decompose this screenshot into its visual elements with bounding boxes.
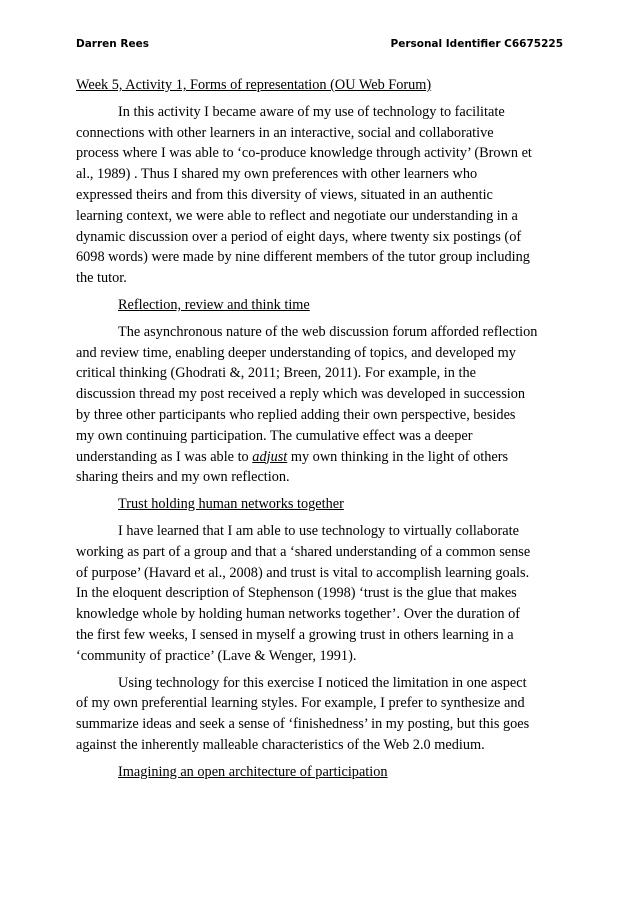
text-line: connections with other learners in an interactive, social and collaborative [76, 124, 494, 141]
personal-identifier: Personal Identifier C6675225 [390, 38, 563, 50]
intro-paragraph [76, 102, 562, 289]
text-line: sharing theirs and my own reflection. [76, 469, 290, 486]
text-line: In the eloquent description of Stephenson (1998) ‘trust is the glue that makes [76, 585, 517, 602]
text-line: dynamic discussion over a period of eight days, where twenty six postings (of [76, 228, 522, 245]
text-line: critical thinking (Ghodrati &, 2011; Breen, 2011). For example, in the [76, 365, 476, 382]
text-fragment: understanding as I was able to [76, 448, 253, 465]
text-line: the tutor. [76, 270, 127, 287]
text-line: against the inherently malleable characteristics of the Web 2.0 medium. [76, 736, 485, 753]
emphasized-word: adjust [252, 448, 288, 465]
reflection-paragraph [76, 322, 562, 488]
section-heading-trust: Trust holding human networks together [118, 496, 344, 513]
document-body [76, 75, 562, 789]
page-header [76, 38, 563, 54]
text-line: and review time, enabling deeper understanding of topics, and developed my [76, 344, 516, 361]
document-title: Week 5, Activity 1, Forms of representation (OU Web Forum) [76, 77, 432, 93]
author-name: Darren Rees [76, 38, 149, 50]
text-line: learning context, we were able to reflect and negotiate our understanding in a [76, 207, 518, 224]
text-line: expressed theirs and from this diversity of views, situated in an authentic [76, 186, 493, 203]
text-line [76, 447, 562, 468]
text-line: my own continuing participation. The cumulative effect was a deeper [76, 427, 473, 444]
text-line: process where I was able to ‘co-produce knowledge through activity’ (Brown et [76, 145, 532, 162]
text-line: knowledge whole by holding human networks together’. Over the duration of [76, 606, 521, 623]
text-line: working as part of a group and that a ‘shared understanding of a common sense [76, 543, 531, 560]
text-line: 6098 words) were made by nine different members of the tutor group including [76, 249, 530, 266]
trust-paragraph [76, 521, 562, 667]
text-line: discussion thread my post received a reply which was developed in succession [76, 386, 526, 403]
text-line: In this activity I became aware of my use of technology to facilitate [118, 103, 505, 120]
text-line: Using technology for this exercise I noticed the limitation in one aspect [118, 674, 527, 691]
text-line: by three other participants who replied adding their own perspective, besides [76, 406, 516, 423]
text-line: summarize ideas and seek a sense of ‘finishedness’ in my posting, but this goes [76, 716, 530, 733]
text-line: The asynchronous nature of the web discussion forum afforded reflection [118, 323, 538, 340]
text-line: of my own preferential learning styles. For example, I prefer to synthesize and [76, 695, 525, 712]
text-line: I have learned that I am able to use technology to virtually collaborate [118, 522, 519, 539]
section-heading-architecture: Imagining an open architecture of participation [118, 763, 388, 780]
text-line: of purpose’ (Havard et al., 2008) and trust is vital to accomplish learning goals. [76, 564, 530, 581]
text-fragment: my own thinking in the light of others [287, 448, 509, 465]
text-line: the first few weeks, I sensed in myself a growing trust in others learning in a [76, 626, 514, 643]
section-heading-reflection: Reflection, review and think time [118, 296, 310, 313]
learning-styles-paragraph [76, 673, 562, 756]
text-line: al., 1989) . Thus I shared my own preferences with other learners who [76, 166, 478, 183]
text-line: ‘community of practice’ (Lave & Wenger, 1991). [76, 647, 357, 664]
